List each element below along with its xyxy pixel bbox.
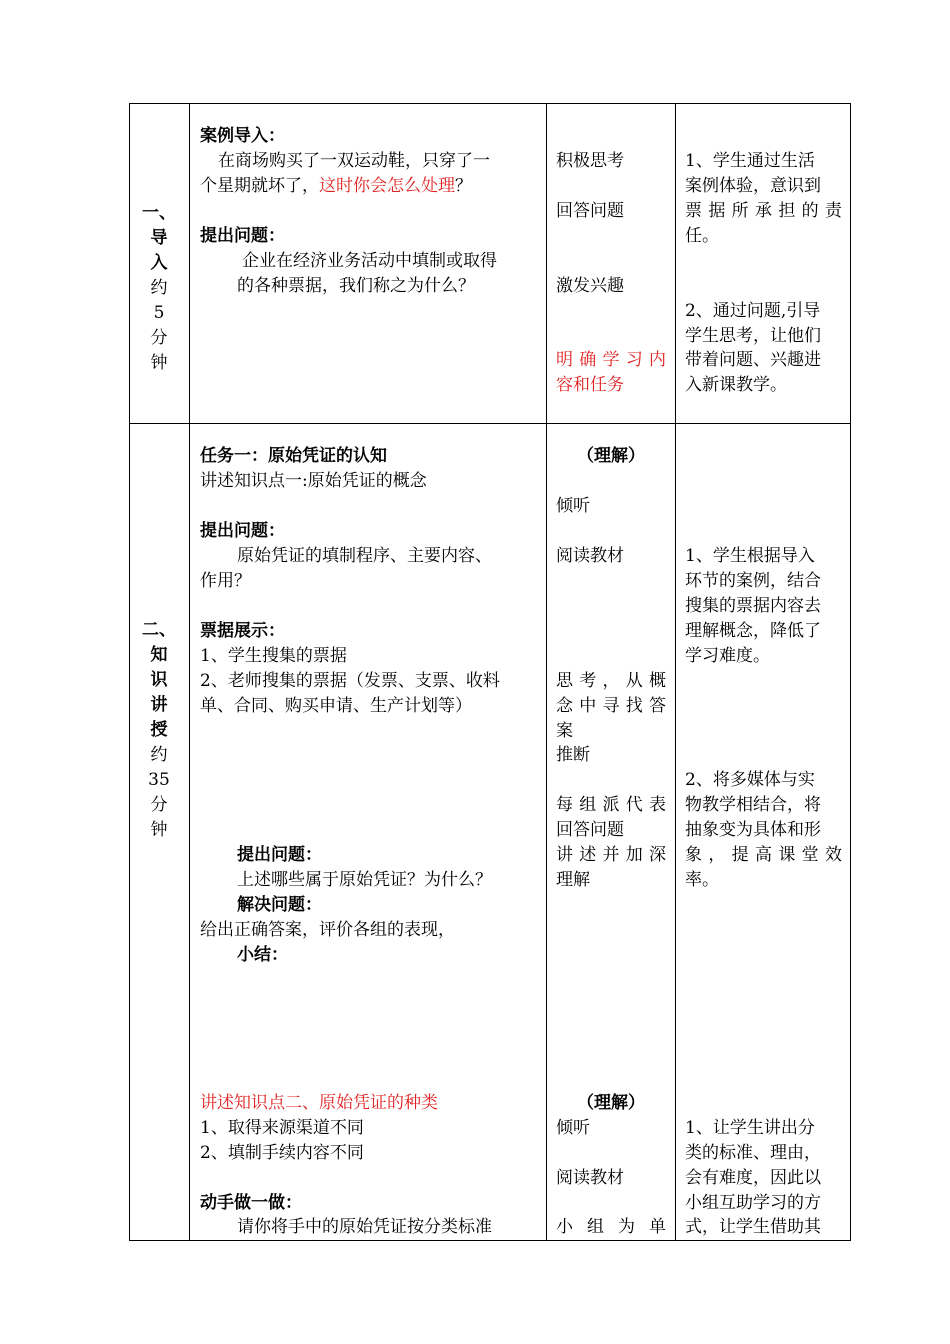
hands-on-text: 请你将手中的原始凭证按分类标准 — [237, 1217, 492, 1237]
design-intent-line: 搜集的票据内容去 — [685, 596, 821, 616]
case-text-part: ？ — [455, 176, 472, 196]
design-intent-line: 入新课教学。 — [685, 375, 787, 395]
design-intent-line: 带着问题、兴趣进 — [685, 350, 821, 370]
question-text-line: 企业在经济业务活动中填制或取得 — [242, 251, 497, 271]
design-intent-line: 小组互助学习的方 — [685, 1193, 821, 1213]
case-intro-heading: 案例导入： — [200, 126, 285, 146]
stage-lecture-line: 讲 — [150, 695, 168, 715]
student-activity: 思考，从概 — [556, 671, 666, 691]
case-text-line — [200, 174, 472, 198]
question-text-line: 作用？ — [200, 571, 251, 591]
student-activity: 阅读教材 — [556, 546, 624, 566]
knowledge-point: 讲述知识点一:原始凭证的概念 — [200, 471, 427, 491]
summary-heading: 小结： — [237, 945, 288, 965]
student-activity: 回答问题 — [556, 201, 624, 221]
design-intent-line: 抽象变为具体和形 — [685, 820, 821, 840]
stage-intro-line: 5 — [153, 303, 165, 323]
stage-intro-label — [129, 201, 189, 376]
solve-text: 给出正确答案，评价各组的表现， — [200, 920, 455, 940]
stage-lecture-line: 授 — [150, 720, 168, 740]
stage-lecture-label — [129, 618, 189, 843]
stage-intro-line: 一、 — [142, 203, 176, 223]
question-text-line: 上述哪些属于原始凭证？为什么？ — [237, 870, 492, 890]
student-activity: 阅读教材 — [556, 1168, 624, 1188]
design-intent-line: 案例体验，意识到 — [685, 176, 821, 196]
task-heading: 任务一：原始凭证的认知 — [200, 446, 387, 466]
student-activity-highlight: 容和任务 — [556, 375, 624, 395]
design-intent-line: 象，提高课堂效 — [685, 845, 842, 865]
design-intent-line: 率。 — [685, 870, 719, 890]
student-activity: 念中寻找答 — [556, 696, 666, 716]
question-text-line: 原始凭证的填制程序、主要内容、 — [237, 546, 492, 566]
design-intent-line: 1、学生根据导入 — [685, 546, 815, 566]
stage-lecture-line: 约 — [150, 745, 168, 765]
design-intent-line: 2、将多媒体与实 — [685, 770, 815, 790]
student-activity: 积极思考 — [556, 151, 624, 171]
lesson-plan-table — [129, 103, 851, 1241]
question-heading: 提出问题： — [200, 521, 285, 541]
kind-item: 1、取得来源渠道不同 — [200, 1118, 364, 1138]
knowledge-point-highlight: 讲述知识点二、原始凭证的种类 — [200, 1093, 438, 1113]
design-intent-line: 会有难度，因此以 — [685, 1168, 821, 1188]
design-intent-line: 类的标准、理由， — [685, 1143, 821, 1163]
student-activity: 案 — [556, 721, 573, 741]
question-text-line: 的各种票据，我们称之为什么？ — [237, 276, 475, 296]
stage-lecture-line: 知 — [150, 645, 168, 665]
stage-intro-line: 分 — [150, 328, 168, 348]
row-divider — [129, 423, 851, 424]
design-intent-line: 理解概念，降低了 — [685, 621, 821, 641]
table-border-top — [129, 103, 851, 104]
kind-item: 2、填制手续内容不同 — [200, 1143, 364, 1163]
case-text-line: 在商场购买了一双运动鞋，只穿了一 — [218, 151, 490, 171]
receipt-show-item: 2、老师搜集的票据（发票、支票、收料 — [200, 671, 500, 691]
stage-intro-line: 约 — [150, 278, 168, 298]
stage-intro-line: 钟 — [150, 353, 168, 373]
student-activity-label: （理解） — [577, 1093, 645, 1113]
design-intent-line: 1、学生通过生活 — [685, 151, 815, 171]
solve-heading: 解决问题： — [237, 895, 322, 915]
receipt-show-item: 单、合同、购买申请、生产计划等） — [200, 696, 472, 716]
table-border-bottom — [129, 1240, 851, 1241]
student-activity: 倾听 — [556, 1118, 590, 1138]
student-activity: 每组派代表 — [556, 795, 666, 815]
table-border-right — [850, 103, 851, 1241]
student-activity: 小组为单 — [556, 1217, 666, 1237]
column-divider-1 — [189, 103, 190, 1241]
design-intent-line: 学习难度。 — [685, 646, 770, 666]
stage-lecture-line: 35 — [148, 770, 170, 790]
student-activity: 讲述并加深 — [556, 845, 666, 865]
question-heading: 提出问题： — [237, 845, 322, 865]
student-activity-label: （理解） — [577, 446, 645, 466]
design-intent-line: 物教学相结合，将 — [685, 795, 821, 815]
column-divider-2 — [546, 103, 547, 1241]
student-activity: 推断 — [556, 745, 590, 765]
hands-on-heading: 动手做一做： — [200, 1193, 302, 1213]
design-intent-line: 任。 — [685, 226, 719, 246]
receipt-show-heading: 票据展示： — [200, 621, 285, 641]
stage-intro-line: 导 — [150, 228, 168, 248]
student-activity: 理解 — [556, 870, 590, 890]
case-question-highlight: 这时你会怎么处理 — [319, 176, 455, 196]
student-activity: 倾听 — [556, 496, 590, 516]
design-intent-line: 票据所承担的责 — [685, 201, 842, 221]
question-heading: 提出问题： — [200, 226, 285, 246]
student-activity-highlight: 明确学习内 — [556, 350, 666, 370]
stage-lecture-line: 二、 — [142, 620, 176, 640]
student-activity: 回答问题 — [556, 820, 624, 840]
case-text-part: 个星期就坏了， — [200, 176, 319, 196]
stage-lecture-line: 识 — [150, 670, 168, 690]
design-intent-line: 环节的案例，结合 — [685, 571, 821, 591]
receipt-show-item: 1、学生搜集的票据 — [200, 646, 347, 666]
stage-intro-line: 入 — [150, 253, 168, 273]
design-intent-line: 1、让学生讲出分 — [685, 1118, 815, 1138]
design-intent-line: 2、通过问题,引导 — [685, 301, 821, 321]
stage-lecture-line: 钟 — [150, 820, 168, 840]
design-intent-line: 学生思考，让他们 — [685, 326, 821, 346]
stage-lecture-line: 分 — [150, 795, 168, 815]
design-intent-line: 式，让学生借助其 — [685, 1217, 821, 1237]
student-activity: 激发兴趣 — [556, 276, 624, 296]
column-divider-3 — [675, 103, 676, 1241]
